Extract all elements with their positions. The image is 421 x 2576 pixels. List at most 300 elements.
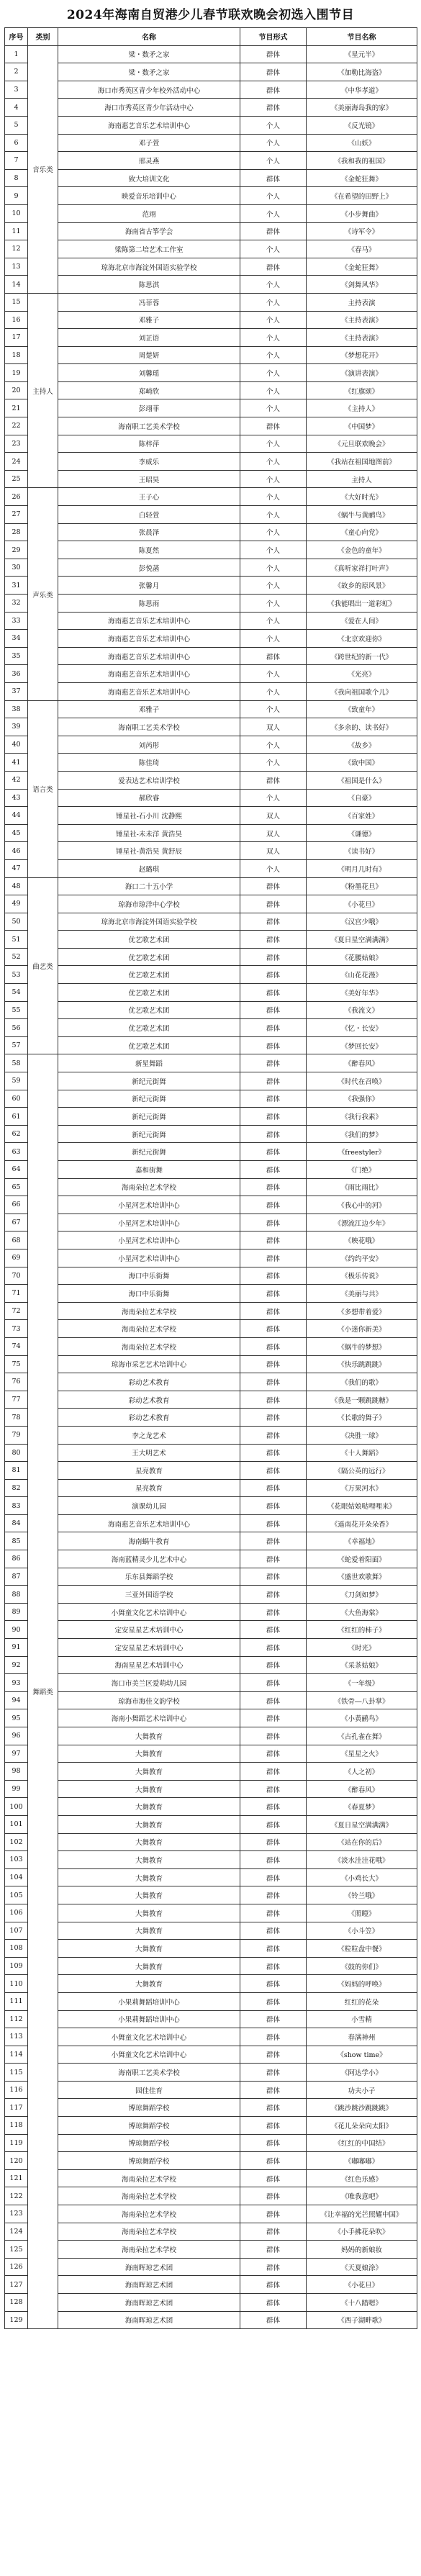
cell-form: 群体 — [240, 1940, 307, 1958]
table-row — [5, 488, 417, 506]
cell-index: 114 — [5, 2046, 28, 2064]
cell-program: 《红色乐感》 — [307, 2169, 417, 2187]
cell-index: 110 — [5, 1975, 28, 1993]
cell-index: 20 — [5, 381, 28, 399]
cell-name: 彩动艺术教育 — [58, 1373, 240, 1391]
cell-index: 4 — [5, 99, 28, 117]
cell-name: 大舞教育 — [58, 1851, 240, 1869]
cell-name: 海南惠艺音乐艺术培训中心 — [58, 116, 240, 134]
cell-program: 《故乡的原风景》 — [307, 577, 417, 595]
cell-program: 《我行我素》 — [307, 1108, 417, 1126]
cell-index: 44 — [5, 807, 28, 825]
cell-index: 34 — [5, 630, 28, 648]
table-row — [5, 559, 417, 577]
cell-index: 108 — [5, 1940, 28, 1958]
table-header-row — [5, 28, 417, 46]
cell-form: 个人 — [240, 346, 307, 364]
cell-name: 李之龙艺术 — [58, 1426, 240, 1444]
table-row — [5, 1815, 417, 1833]
cell-name: 乐东县舞蹈学校 — [58, 1568, 240, 1586]
cell-form: 个人 — [240, 630, 307, 648]
cell-name: 优艺歌艺术团 — [58, 948, 240, 966]
table-row — [5, 1214, 417, 1231]
program-table — [4, 27, 417, 2329]
cell-form: 群体 — [240, 913, 307, 931]
cell-name: 海南朵拉艺术学校 — [58, 2223, 240, 2241]
cell-form: 群体 — [240, 1267, 307, 1285]
cell-name: 海南朵拉艺术学校 — [58, 1178, 240, 1196]
cell-form: 个人 — [240, 700, 307, 718]
cell-index: 118 — [5, 2117, 28, 2135]
cell-name: 海南晖琼艺术团 — [58, 2258, 240, 2276]
cell-program: 《雨比雨比》 — [307, 1178, 417, 1196]
cell-program: 《红红的中国结》 — [307, 2134, 417, 2152]
cell-name: 优艺歌艺术团 — [58, 984, 240, 1002]
table-row — [5, 1639, 417, 1657]
table-row — [5, 187, 417, 205]
cell-name: 王子心 — [58, 488, 240, 506]
cell-index: 106 — [5, 1904, 28, 1922]
cell-name: 周楚妍 — [58, 346, 240, 364]
cell-program: 《隔公英的远行》 — [307, 1462, 417, 1480]
table-row — [5, 1036, 417, 1054]
cell-index: 119 — [5, 2134, 28, 2152]
cell-name: 优艺歌艺术团 — [58, 966, 240, 984]
table-row — [5, 2064, 417, 2082]
cell-category: 语言类 — [28, 700, 58, 877]
cell-index: 19 — [5, 364, 28, 382]
table-row — [5, 435, 417, 453]
table-row — [5, 2134, 417, 2152]
cell-name: 新纪元街舞 — [58, 1072, 240, 1090]
table-row — [5, 948, 417, 966]
cell-index: 124 — [5, 2223, 28, 2241]
cell-name: 小果莉舞蹈培训中心 — [58, 2010, 240, 2028]
cell-index: 27 — [5, 506, 28, 524]
cell-form: 群体 — [240, 1780, 307, 1798]
cell-form: 群体 — [240, 2187, 307, 2205]
table-row — [5, 1833, 417, 1851]
cell-name: 赵璐琪 — [58, 859, 240, 877]
cell-form: 群体 — [240, 1391, 307, 1409]
cell-form: 个人 — [240, 595, 307, 613]
cell-index: 89 — [5, 1603, 28, 1621]
cell-program: 《跨世纪的新一代》 — [307, 647, 417, 665]
cell-program: 《小花旦》 — [307, 895, 417, 913]
cell-program: 《致中国》 — [307, 754, 417, 772]
cell-name: 海南晖琼艺术团 — [58, 2276, 240, 2294]
table-row — [5, 1497, 417, 1515]
cell-index: 102 — [5, 1833, 28, 1851]
cell-form: 群体 — [240, 931, 307, 949]
cell-index: 13 — [5, 258, 28, 276]
cell-index: 82 — [5, 1479, 28, 1497]
cell-index: 50 — [5, 913, 28, 931]
cell-program: 《约约平安》 — [307, 1249, 417, 1267]
cell-form: 群体 — [240, 1727, 307, 1745]
cell-program: 《鼓的你们》 — [307, 1957, 417, 1975]
cell-index: 18 — [5, 346, 28, 364]
cell-program: 《粒粒盘中餐》 — [307, 1940, 417, 1958]
cell-form: 个人 — [240, 665, 307, 683]
cell-index: 25 — [5, 470, 28, 488]
cell-index: 39 — [5, 718, 28, 736]
cell-form: 群体 — [240, 169, 307, 187]
cell-program: 《夏日星空满满满》 — [307, 1815, 417, 1833]
cell-name: 陈思淇 — [58, 276, 240, 294]
cell-program: 《多想带着爱》 — [307, 1302, 417, 1320]
table-row — [5, 204, 417, 222]
cell-program: 《粉墨花旦》 — [307, 877, 417, 895]
table-row — [5, 2152, 417, 2170]
cell-form: 群体 — [240, 1550, 307, 1568]
table-row — [5, 1161, 417, 1179]
cell-form: 群体 — [240, 1019, 307, 1037]
table-row — [5, 1426, 417, 1444]
cell-program: 《我和我的祖国》 — [307, 152, 417, 170]
cell-name: 张馨月 — [58, 577, 240, 595]
cell-index: 14 — [5, 276, 28, 294]
table-row — [5, 1391, 417, 1409]
table-row — [5, 682, 417, 700]
cell-program: 《美丽与共》 — [307, 1285, 417, 1303]
table-row — [5, 2010, 417, 2028]
table-row — [5, 506, 417, 524]
cell-program: 《真听家祥打叶声》 — [307, 559, 417, 577]
cell-program: 《美好年华》 — [307, 984, 417, 1002]
table-row — [5, 1231, 417, 1249]
cell-form: 群体 — [240, 1745, 307, 1763]
cell-name: 海南惠艺音乐艺术培训中心 — [58, 1514, 240, 1532]
cell-name: 李威乐 — [58, 453, 240, 471]
cell-form: 群体 — [240, 1302, 307, 1320]
table-row — [5, 276, 417, 294]
table-row — [5, 842, 417, 860]
cell-form: 群体 — [240, 1355, 307, 1373]
table-row — [5, 1072, 417, 1090]
table-row — [5, 523, 417, 541]
cell-program: 《盛世欢歌舞》 — [307, 1568, 417, 1586]
cell-name: 大舞教育 — [58, 1922, 240, 1940]
cell-index: 123 — [5, 2205, 28, 2223]
cell-index: 7 — [5, 152, 28, 170]
cell-program: 《我强你》 — [307, 1090, 417, 1108]
cell-program: 《人之初》 — [307, 1763, 417, 1781]
cell-form: 群体 — [240, 1709, 307, 1727]
cell-form: 个人 — [240, 470, 307, 488]
document-title: 2024年海南自贸港少儿春节联欢晚会初选入围节目 — [66, 8, 355, 22]
cell-program: 《星元半》 — [307, 45, 417, 63]
table-row — [5, 789, 417, 807]
table-row — [5, 1302, 417, 1320]
cell-program: 《幸福地》 — [307, 1532, 417, 1550]
table-row — [5, 1178, 417, 1196]
cell-name: 海口市美兰区爱萌幼儿园 — [58, 1674, 240, 1692]
cell-index: 115 — [5, 2064, 28, 2082]
cell-form: 个人 — [240, 577, 307, 595]
cell-form: 群体 — [240, 895, 307, 913]
cell-index: 53 — [5, 966, 28, 984]
cell-index: 54 — [5, 984, 28, 1002]
cell-index: 120 — [5, 2152, 28, 2170]
cell-name: 海南职工艺美术学校 — [58, 417, 240, 435]
table-row — [5, 346, 417, 364]
table-row — [5, 807, 417, 825]
cell-name: 小星河艺术培训中心 — [58, 1249, 240, 1267]
cell-name: 海南惠艺音乐艺术培训中心 — [58, 612, 240, 630]
table-row — [5, 1001, 417, 1019]
cell-program: 《蛇爱着阳面》 — [307, 1550, 417, 1568]
cell-index: 70 — [5, 1267, 28, 1285]
cell-index: 127 — [5, 2276, 28, 2294]
cell-form: 群体 — [240, 1373, 307, 1391]
table-row — [5, 240, 417, 258]
cell-name: 海南惠艺音乐艺术培训中心 — [58, 682, 240, 700]
table-row — [5, 736, 417, 754]
cell-program: 《主持表演》 — [307, 311, 417, 329]
cell-name: 冯菲蓉 — [58, 293, 240, 311]
cell-form: 个人 — [240, 240, 307, 258]
cell-index: 24 — [5, 453, 28, 471]
table-row — [5, 895, 417, 913]
cell-form: 群体 — [240, 1108, 307, 1126]
cell-name: 大舞教育 — [58, 1815, 240, 1833]
cell-index: 5 — [5, 116, 28, 134]
cell-program: 《童心向党》 — [307, 523, 417, 541]
cell-index: 67 — [5, 1214, 28, 1231]
table-row — [5, 612, 417, 630]
cell-program: 《妈妈的呼唤》 — [307, 1975, 417, 1993]
cell-index: 92 — [5, 1656, 28, 1674]
cell-name: 嘉和街舞 — [58, 1161, 240, 1179]
table-row — [5, 453, 417, 471]
cell-name: 锤星社-石小川 沈静熙 — [58, 807, 240, 825]
table-row — [5, 1532, 417, 1550]
cell-form: 群体 — [240, 2064, 307, 2082]
cell-program: 《小步舞曲》 — [307, 204, 417, 222]
cell-name: 优艺歌艺术团 — [58, 1019, 240, 1037]
cell-name: 大舞教育 — [58, 1886, 240, 1904]
cell-form: 个人 — [240, 293, 307, 311]
cell-form: 群体 — [240, 2223, 307, 2241]
cell-index: 48 — [5, 877, 28, 895]
cell-program: 《主持表演》 — [307, 329, 417, 347]
cell-index: 117 — [5, 2099, 28, 2117]
cell-name: 定安星星艺术培训中心 — [58, 1621, 240, 1639]
cell-program: 《反光镜》 — [307, 116, 417, 134]
cell-program: 《花腰姑娘》 — [307, 948, 417, 966]
cell-name: 大舞教育 — [58, 1904, 240, 1922]
cell-form: 个人 — [240, 789, 307, 807]
cell-index: 129 — [5, 2311, 28, 2329]
cell-program: 《金色的童年》 — [307, 541, 417, 559]
table-row — [5, 99, 417, 117]
cell-name: 琼海市采艺艺术培训中心 — [58, 1355, 240, 1373]
cell-index: 47 — [5, 859, 28, 877]
table-row — [5, 2258, 417, 2276]
cell-form: 群体 — [240, 1161, 307, 1179]
table-row — [5, 1285, 417, 1303]
table-row — [5, 2028, 417, 2046]
cell-index: 66 — [5, 1196, 28, 1214]
cell-program: 《时代在召唤》 — [307, 1072, 417, 1090]
header-program: 节目名称 — [307, 28, 417, 46]
cell-name: 博琼舞蹈学校 — [58, 2117, 240, 2135]
cell-name: 海南朵拉艺术学校 — [58, 1302, 240, 1320]
cell-index: 35 — [5, 647, 28, 665]
table-row — [5, 700, 417, 718]
cell-index: 38 — [5, 700, 28, 718]
cell-name: 范翊 — [58, 204, 240, 222]
cell-index: 74 — [5, 1337, 28, 1355]
cell-index: 36 — [5, 665, 28, 683]
cell-program: 《我向祖国歌个儿》 — [307, 682, 417, 700]
cell-index: 69 — [5, 1249, 28, 1267]
cell-program: 《映花哦》 — [307, 1231, 417, 1249]
cell-form: 个人 — [240, 204, 307, 222]
cell-form: 群体 — [240, 1586, 307, 1604]
cell-form: 群体 — [240, 1444, 307, 1462]
cell-name: 陈梓萍 — [58, 435, 240, 453]
cell-index: 87 — [5, 1568, 28, 1586]
cell-index: 31 — [5, 577, 28, 595]
cell-form: 群体 — [240, 1798, 307, 1816]
cell-form: 群体 — [240, 2169, 307, 2187]
cell-program: 《跳沙跳沙跳跳跳》 — [307, 2099, 417, 2117]
cell-program: 《读书好》 — [307, 842, 417, 860]
cell-name: 白轻萱 — [58, 506, 240, 524]
cell-name: 梁陈第二培艺术工作室 — [58, 240, 240, 258]
cell-index: 63 — [5, 1143, 28, 1161]
cell-program: 《山妖》 — [307, 134, 417, 152]
cell-program: 《古孔雀在舞》 — [307, 1727, 417, 1745]
cell-form: 群体 — [240, 1656, 307, 1674]
cell-program: 《小斗笠》 — [307, 1922, 417, 1940]
header-form: 节目形式 — [240, 28, 307, 46]
cell-index: 91 — [5, 1639, 28, 1657]
cell-name: 海南惠艺音乐艺术培训中心 — [58, 630, 240, 648]
cell-program: 《醉春风》 — [307, 1780, 417, 1798]
cell-name: 致大培训文化 — [58, 169, 240, 187]
cell-form: 群体 — [240, 1691, 307, 1709]
cell-form: 群体 — [240, 877, 307, 895]
cell-program: 《大鱼海棠》 — [307, 1603, 417, 1621]
table-row — [5, 1090, 417, 1108]
cell-name: 大舞教育 — [58, 1940, 240, 1958]
cell-index: 100 — [5, 1798, 28, 1816]
table-row — [5, 1373, 417, 1391]
cell-program: 《醉春风》 — [307, 1054, 417, 1072]
table-row — [5, 1568, 417, 1586]
table-row — [5, 134, 417, 152]
cell-form: 群体 — [240, 1072, 307, 1090]
cell-index: 104 — [5, 1868, 28, 1886]
cell-program: 《加勒比海盗》 — [307, 63, 417, 81]
table-row — [5, 1868, 417, 1886]
cell-name: 海南小舞蹈艺术培训中心 — [58, 1709, 240, 1727]
cell-index: 83 — [5, 1497, 28, 1515]
cell-name: 海南惠艺音乐艺术培训中心 — [58, 647, 240, 665]
table-row — [5, 966, 417, 984]
cell-index: 52 — [5, 948, 28, 966]
cell-program: 主持表演 — [307, 293, 417, 311]
cell-form: 个人 — [240, 134, 307, 152]
cell-form: 个人 — [240, 276, 307, 294]
cell-program: 《中华孝道》 — [307, 81, 417, 99]
table-row — [5, 541, 417, 559]
cell-index: 101 — [5, 1815, 28, 1833]
cell-index: 21 — [5, 399, 28, 417]
cell-name: 新纪元街舞 — [58, 1090, 240, 1108]
cell-index: 10 — [5, 204, 28, 222]
cell-index: 107 — [5, 1922, 28, 1940]
cell-form: 群体 — [240, 984, 307, 1002]
cell-index: 128 — [5, 2294, 28, 2312]
cell-name: 大舞教育 — [58, 1957, 240, 1975]
cell-program: 《天夏娘涂》 — [307, 2258, 417, 2276]
cell-index: 30 — [5, 559, 28, 577]
cell-index: 45 — [5, 824, 28, 842]
cell-program: 《我站在祖国地图前》 — [307, 453, 417, 471]
cell-program: 《小鸡长大》 — [307, 1868, 417, 1886]
cell-form: 群体 — [240, 771, 307, 789]
cell-program: 《站在你的后》 — [307, 1833, 417, 1851]
cell-index: 8 — [5, 169, 28, 187]
cell-form: 群体 — [240, 1196, 307, 1214]
cell-program: 《金蛇狂舞》 — [307, 258, 417, 276]
cell-form: 群体 — [240, 2081, 307, 2099]
cell-name: 梁・数矛之家 — [58, 63, 240, 81]
cell-form: 群体 — [240, 1143, 307, 1161]
cell-category: 主持人 — [28, 293, 58, 488]
cell-program: 主持人 — [307, 470, 417, 488]
cell-form: 群体 — [240, 948, 307, 966]
cell-index: 12 — [5, 240, 28, 258]
cell-name: 陈夏然 — [58, 541, 240, 559]
cell-program: 《红红的柿子》 — [307, 1621, 417, 1639]
cell-program: 《阿达学小》 — [307, 2064, 417, 2082]
cell-program: 妈妈的新娘妆 — [307, 2241, 417, 2259]
table-row — [5, 2046, 417, 2064]
cell-index: 40 — [5, 736, 28, 754]
table-row — [5, 1355, 417, 1373]
cell-form: 群体 — [240, 1975, 307, 1993]
cell-index: 71 — [5, 1285, 28, 1303]
table-row — [5, 1108, 417, 1126]
cell-program: 《故乡》 — [307, 736, 417, 754]
cell-name: 园佳佳育 — [58, 2081, 240, 2099]
cell-index: 55 — [5, 1001, 28, 1019]
cell-form: 群体 — [240, 2046, 307, 2064]
cell-name: 大舞教育 — [58, 1745, 240, 1763]
cell-form: 群体 — [240, 1904, 307, 1922]
cell-name: 优艺歌艺术团 — [58, 1001, 240, 1019]
table-row — [5, 1904, 417, 1922]
cell-index: 28 — [5, 523, 28, 541]
cell-form: 群体 — [240, 2294, 307, 2312]
table-row — [5, 771, 417, 789]
cell-program: 《金蛇狂舞》 — [307, 169, 417, 187]
cell-program: 《蜗牛与黄鹂鸟》 — [307, 506, 417, 524]
cell-name: 星亮教育 — [58, 1462, 240, 1480]
cell-form: 群体 — [240, 966, 307, 984]
table-row — [5, 1320, 417, 1338]
cell-name: 彭翊菲 — [58, 399, 240, 417]
cell-index: 113 — [5, 2028, 28, 2046]
cell-index: 29 — [5, 541, 28, 559]
cell-name: 琼海北京市海淀外国语实验学校 — [58, 258, 240, 276]
cell-form: 群体 — [240, 2010, 307, 2028]
